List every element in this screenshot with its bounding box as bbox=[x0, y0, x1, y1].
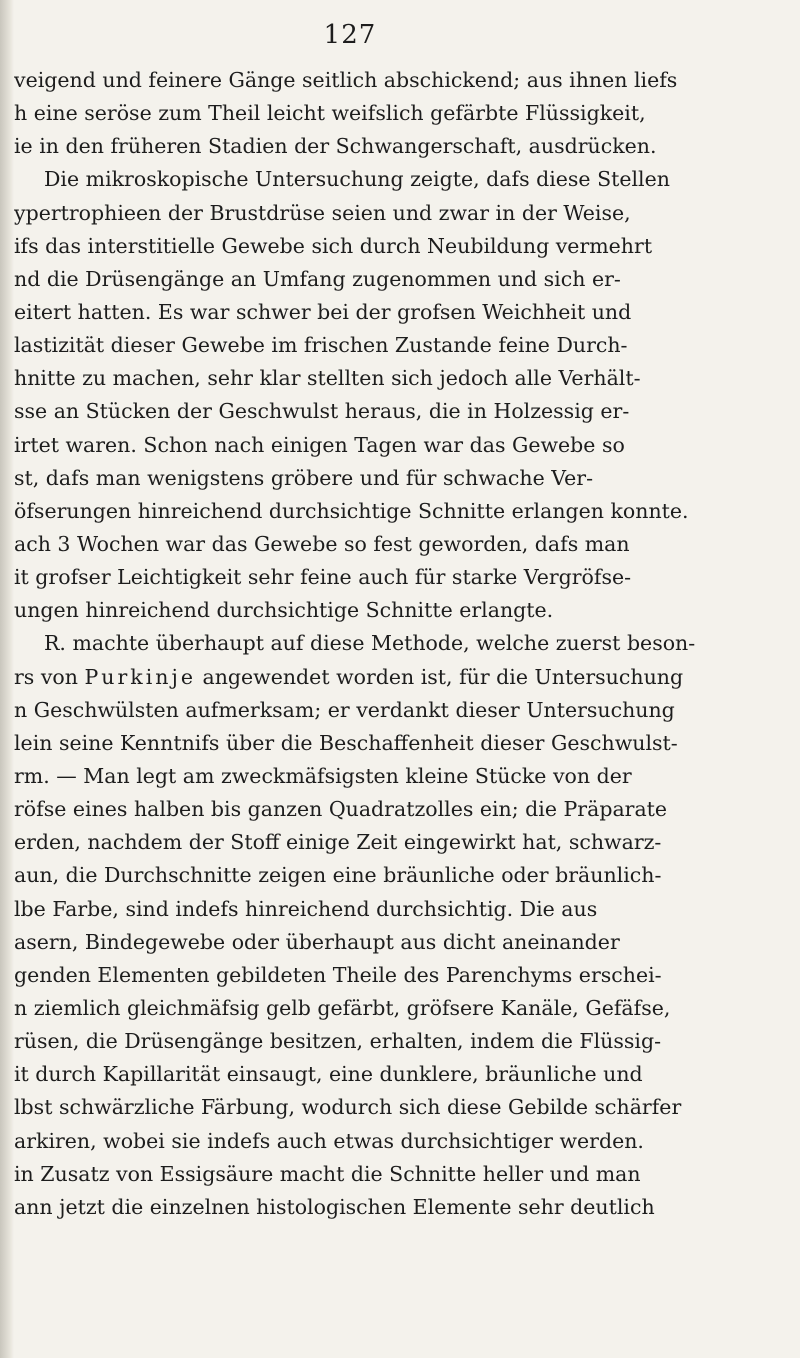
text-line: veigend und feinere Gänge seitlich abschickend; aus ihnen liefs bbox=[14, 68, 678, 92]
page-number: 127 bbox=[323, 20, 377, 50]
text-line: lein seine Kenntnifs über die Beschaffenheit dieser Geschwulst- bbox=[14, 730, 678, 755]
text-line: ungen hinreichend durchsichtige Schnitte erlangte. bbox=[14, 598, 554, 623]
text-line: ifs das interstitielle Gewebe sich durch Neubildung vermehrt bbox=[14, 233, 653, 258]
text-line: ie in den früheren Stadien der Schwangerschaft, ausdrücken. bbox=[14, 134, 657, 159]
text-line: lbst schwärzliche Färbung, wodurch sich diese Gebilde schärfer bbox=[14, 1095, 682, 1120]
text-line bbox=[14, 661, 734, 694]
text-line: rm. — Man legt am zweckmäfsigsten kleine Stücke von der bbox=[14, 763, 632, 788]
text-line: it grofser Leichtigkeit sehr feine auch für starke Vergröfse- bbox=[14, 565, 632, 590]
text-line: röfse eines halben bis ganzen Quadratzolles ein; die Präparate bbox=[14, 797, 668, 822]
page-gutter-shadow bbox=[0, 0, 14, 1358]
text-line: st, dafs man wenigstens gröbere und für schwache Ver- bbox=[14, 465, 594, 490]
text-line: aun, die Durchschnitte zeigen eine bräunliche oder bräunlich- bbox=[14, 863, 662, 888]
text-line: n ziemlich gleichmäfsig gelb gefärbt, gröfsere Kanäle, Gefäfse, bbox=[14, 995, 671, 1020]
text-line: Die mikroskopische Untersuchung zeigte, dafs diese Stellen bbox=[44, 167, 670, 192]
text-line: it durch Kapillarität einsaugt, eine dunklere, bräunliche und bbox=[14, 1062, 643, 1087]
text-line: ach 3 Wochen war das Gewebe so fest geworden, dafs man bbox=[14, 531, 630, 556]
text-line: nd die Drüsengänge an Umfang zugenommen und sich er- bbox=[14, 266, 621, 291]
text-line: asern, Bindegewebe oder überhaupt aus dicht aneinander bbox=[14, 929, 620, 954]
text-line: R. machte überhaupt auf diese Methode, welche zuerst beson- bbox=[44, 631, 696, 656]
text-line: h eine seröse zum Theil leicht weifslich gefärbte Flüssigkeit, bbox=[14, 101, 646, 126]
text-line: rüsen, die Drüsengänge besitzen, erhalten, indem die Flüssig- bbox=[14, 1029, 662, 1054]
text-line: ypertrophieen der Brustdrüse seien und zwar in der Weise, bbox=[14, 200, 631, 225]
text-line: sse an Stücken der Geschwulst heraus, die in Holzessig er- bbox=[14, 399, 630, 424]
text-line: irtet waren. Schon nach einigen Tagen war das Gewebe so bbox=[14, 432, 625, 457]
author-name-purkinje: Purkinje bbox=[84, 664, 196, 689]
text-line: lastizität dieser Gewebe im frischen Zustande feine Durch- bbox=[14, 333, 628, 358]
text-line: eitert hatten. Es war schwer bei der grofsen Weichheit und bbox=[14, 299, 632, 324]
text-line: ann jetzt die einzelnen histologischen Elemente sehr deutlich bbox=[14, 1194, 655, 1219]
text-line: arkiren, wobei sie indefs auch etwas durchsichtiger werden. bbox=[14, 1128, 644, 1153]
text-line: n Geschwülsten aufmerksam; er verdankt dieser Untersuchung bbox=[14, 697, 675, 722]
text-line: genden Elementen gebildeten Theile des Parenchyms erschei- bbox=[14, 962, 662, 987]
text-fragment: rs von bbox=[14, 664, 78, 689]
body-text bbox=[14, 64, 734, 1224]
text-line: öfserungen hinreichend durchsichtige Schnitte erlangen konnte. bbox=[14, 498, 689, 523]
text-fragment: angewendet worden ist, für die Untersuchung bbox=[202, 664, 684, 689]
text-line: in Zusatz von Essigsäure macht die Schnitte heller und man bbox=[14, 1161, 641, 1186]
text-line: erden, nachdem der Stoff einige Zeit eingewirkt hat, schwarz- bbox=[14, 830, 662, 855]
text-line: lbe Farbe, sind indefs hinreichend durchsichtig. Die aus bbox=[14, 896, 598, 921]
text-line: hnitte zu machen, sehr klar stellten sich jedoch alle Verhält- bbox=[14, 366, 641, 391]
